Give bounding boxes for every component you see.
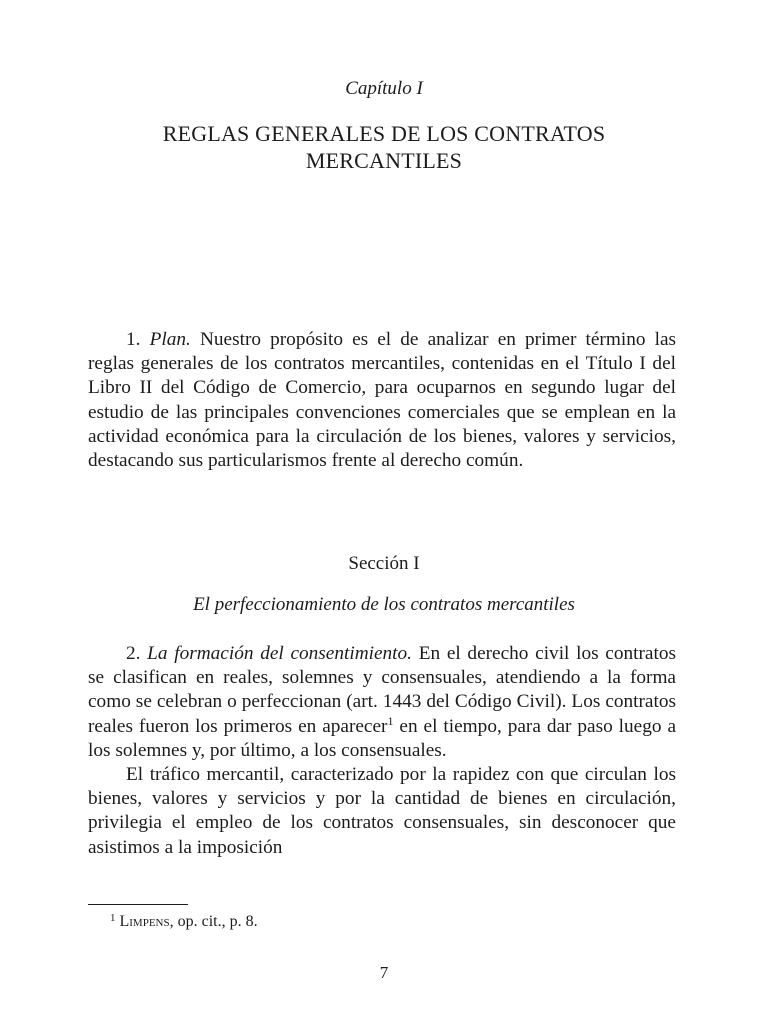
chapter-label: Capítulo I xyxy=(345,78,423,99)
paragraph-heading: La formación del consentimiento. xyxy=(147,643,412,664)
footnote-author: Limpens xyxy=(119,913,170,930)
paragraph-trafico xyxy=(88,763,676,860)
footnote-reference[interactable]: 1 xyxy=(387,713,394,728)
paragraph-heading: Plan. xyxy=(149,329,191,350)
footnote-text: , op. cit., p. 8. xyxy=(169,913,258,930)
paragraph-plan xyxy=(88,328,676,473)
footnote-divider xyxy=(88,904,188,905)
paragraph-text-continued: en el tiempo, para dar paso luego a los solemnes y, por último, a los consensuales. xyxy=(88,715,676,761)
paragraph-number: 1. xyxy=(126,329,141,350)
paragraph-text: El tráfico mercantil, caracterizado por la rapidez con que circulan los bienes, valores y servicios y por la cantidad de bienes en circulación, privilegia el empleo de los contratos consensuales, sin desconocer que asistimos a la imposición xyxy=(88,764,676,858)
paragraph-number: 2. xyxy=(126,643,141,664)
footnote xyxy=(110,913,258,931)
page-number: 7 xyxy=(379,963,389,982)
footnote-number: 1 xyxy=(110,912,116,924)
section-label: Sección I xyxy=(348,553,420,574)
paragraph-consentimiento xyxy=(88,642,676,860)
chapter-title-line-2: MERCANTILES xyxy=(305,148,463,173)
paragraph-text: En el derecho civil los contratos se clasifican en reales, solemnes y consensuales, atendiendo a la forma como se celebran o perfeccionan (art. 1443 del Código Civil). Los contratos reales fueron los primeros en aparecer xyxy=(88,643,676,737)
paragraph-text: Nuestro propósito es el de analizar en primer término las reglas generales de los contratos mercantiles, contenidas en el Título I del Libro II del Código de Comercio, para ocuparnos en segundo lugar del estudio de las principales convenciones comerciales que se emplean en la actividad económica para la circulación de los bienes, valores y servicios, destacando sus particularismos frente al derecho común. xyxy=(88,329,677,472)
section-title: El perfeccionamiento de los contratos mercantiles xyxy=(193,594,575,615)
chapter-title-line-1: REGLAS GENERALES DE LOS CONTRATOS xyxy=(162,121,606,146)
chapter-title xyxy=(88,120,680,174)
